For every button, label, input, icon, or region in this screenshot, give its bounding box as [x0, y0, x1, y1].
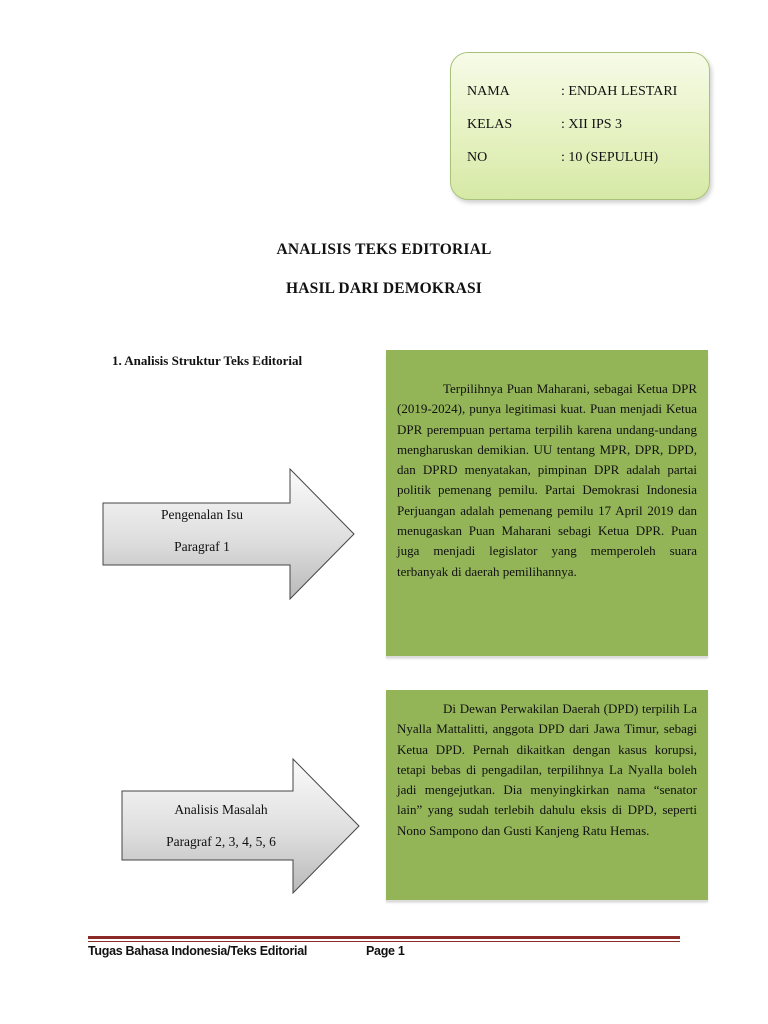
arrow-label-paragraph: Paragraf 2, 3, 4, 5, 6 — [166, 834, 276, 849]
editorial-paragraph-1: Terpilihnya Puan Maharani, sebagai Ketua DPR (2019-2024), punya legitimasi kuat. Puan menjadi Ketua DPR perempuan pertama terpilih karena undang-undang mengharuskan demikian. UU tentang MPR, DPR, DPD, dan DPRD menyatakan, pimpinan DPR adalah partai politik pemenang pemilu. Partai Demokrasi Indonesia Perjuangan adalah pemenang pemilu 17 April 2019 dan menugaskan Puan Maharani sebagi Ketua DPR. Puan juga menjadi legislator yang memperoleh suara terbanyak di daerah pemilihannya. — [397, 381, 697, 579]
page-subtitle: HASIL DARI DEMOKRASI — [285, 280, 483, 297]
editorial-paragraph-2: Di Dewan Perwakilan Daerah (DPD) terpilih La Nyalla Mattalitti, anggota DPD dari Jawa Timur, sebagi Ketua DPD. Pernah dikaitkan dengan kasus korupsi, tetapi bebas di pengadilan, terpilihnya La Nyalla boleh jadi mengejutkan. Dia menyingkirkan nama “senator lain” yang sudah terlebih dahulu eksis di DPD, seperti Nono Sampono dan Gusti Kanjeng Ratu Hemas. — [397, 701, 697, 838]
arrow-label-title: Pengenalan Isu — [160, 507, 244, 522]
arrow-label-paragraph: Paragraf 1 — [174, 539, 230, 554]
identity-value-nama: : ENDAH LESTARI — [561, 84, 678, 99]
footer-label: Tugas Bahasa Indonesia/Teks Editorial — [88, 944, 308, 958]
editorial-box-2 — [386, 690, 708, 900]
page-title: ANALISIS TEKS EDITORIAL — [276, 241, 492, 258]
section-heading: 1. Analisis Struktur Teks Editorial — [112, 353, 303, 368]
arrow-analisis-masalah — [121, 758, 361, 894]
identity-label-no: NO — [467, 150, 488, 165]
editorial-box-1 — [386, 350, 708, 656]
footer-rule-thick — [88, 936, 680, 939]
identity-value-kelas: : XII IPS 3 — [561, 117, 623, 132]
arrow-label — [121, 800, 321, 852]
footer-rule-thin — [88, 941, 680, 942]
arrow-pengenalan-isu — [102, 468, 356, 600]
arrow-label-title: Analisis Masalah — [174, 802, 268, 817]
identity-box — [450, 52, 710, 200]
footer-page-number: Page 1 — [366, 944, 405, 958]
identity-value-no: : 10 (SEPULUH) — [561, 150, 659, 165]
arrow-label — [102, 505, 302, 557]
identity-label-kelas: KELAS — [467, 117, 513, 132]
identity-label-nama: NAMA — [467, 84, 510, 99]
